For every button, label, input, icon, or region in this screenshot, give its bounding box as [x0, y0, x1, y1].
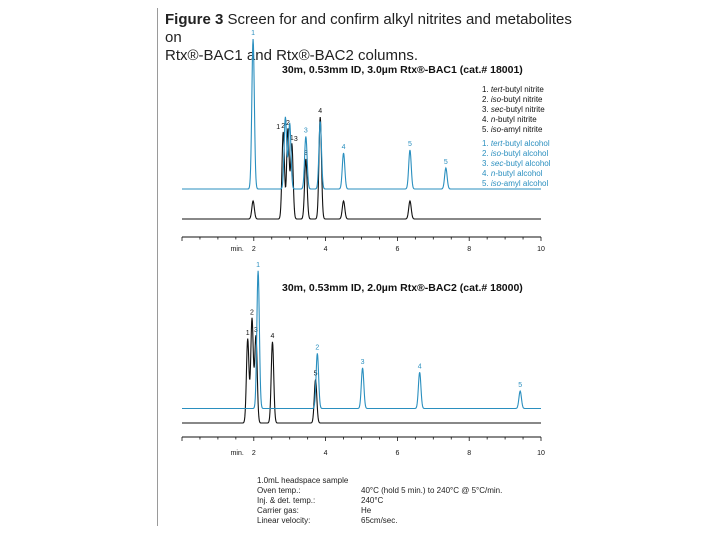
peak-label: 2	[281, 123, 286, 130]
condition-value: 240°C	[361, 496, 384, 505]
legend-num: 4.	[482, 115, 491, 124]
peak-label: 1	[289, 135, 294, 142]
legend-num: 4.	[482, 169, 491, 178]
nitrite-trace	[182, 318, 541, 423]
legend-num: 5.	[482, 179, 491, 188]
legend-name: -butyl alcohol	[503, 159, 551, 168]
legend-prefix: tert	[490, 85, 503, 94]
peak-label: 5	[313, 370, 318, 378]
sample-note: 1.0mL headspace sample	[257, 476, 349, 485]
condition-key: Inj. & det. temp.:	[257, 496, 316, 505]
legend-num: 1.	[482, 139, 491, 148]
legend-num: 5.	[482, 125, 491, 134]
legend-prefix: sec	[490, 159, 504, 168]
peak-label: 1	[256, 261, 261, 269]
alcohol-trace	[182, 271, 541, 409]
condition-value: 40°C (hold 5 min.) to 240°C @ 5°C/min.	[361, 486, 503, 495]
alcohol-trace	[182, 39, 544, 189]
legend-name: -butyl nitrite	[503, 105, 545, 114]
peak-label: 2	[250, 309, 254, 317]
x-tick-label: 4	[323, 450, 328, 457]
legend-prefix: iso	[490, 149, 502, 158]
x-tick-label: 4	[323, 246, 328, 253]
legend-name: -butyl alcohol	[495, 169, 543, 178]
legend-prefix: iso	[490, 95, 502, 104]
condition-row	[257, 516, 502, 526]
figure-label: Figure 3	[165, 11, 224, 28]
legend-name: -amyl nitrite	[501, 125, 543, 134]
peak-label: 3	[303, 127, 308, 135]
x-tick-label: 10	[537, 246, 545, 253]
legend-prefix: iso	[490, 125, 502, 134]
run-conditions	[257, 476, 502, 526]
legend-name: -amyl alcohol	[501, 179, 549, 188]
x-tick-label: 2	[251, 450, 256, 457]
condition-row	[257, 496, 502, 506]
condition-key: Carrier gas:	[257, 506, 299, 515]
legend-prefix: iso	[490, 179, 502, 188]
peak-label: 1	[251, 30, 256, 37]
x-axis-label: min.	[230, 450, 244, 457]
condition-key: Oven temp.:	[257, 486, 301, 495]
legend-prefix: sec	[490, 105, 504, 114]
x-axis-label: min.	[230, 246, 244, 253]
peak-label: 4	[417, 363, 422, 371]
nitrite-trace	[182, 117, 541, 219]
legend-name: -butyl nitrite	[502, 85, 544, 94]
peak-label: 3	[303, 150, 308, 157]
legend-num: 2.	[482, 149, 491, 158]
peak-label: 2	[315, 344, 320, 352]
legend-prefix: n	[490, 115, 496, 124]
peak-label: 5	[443, 159, 448, 166]
condition-row	[257, 506, 502, 516]
x-tick-label: 8	[467, 246, 472, 253]
legend-num: 1.	[482, 85, 491, 94]
peak-label: 1	[245, 329, 250, 337]
legend-prefix: n	[490, 169, 496, 178]
peak-label: 3	[293, 136, 298, 143]
caption-line-1: Screen for and confirm alkyl nitrites and metabolites on	[165, 11, 572, 46]
peak-label: 1	[276, 124, 281, 131]
chromatogram-bac2	[182, 262, 545, 457]
legend-num: 2.	[482, 95, 491, 104]
legend-name: -butyl alcohol	[502, 139, 550, 148]
peak-label: 5	[408, 141, 412, 148]
panel2-title: 30m, 0.53mm ID, 2.0µm Rtx®-BAC2 (cat.# 18000)	[282, 282, 523, 294]
peak-label: 5	[518, 382, 523, 390]
caption-line-2: Rtx®-BAC1 and Rtx®-BAC2 columns.	[165, 47, 419, 64]
legend-name: -butyl alcohol	[501, 149, 549, 158]
x-tick-label: 6	[395, 246, 400, 253]
peak-label: 2	[285, 120, 290, 127]
peak-label: 4	[318, 108, 323, 115]
condition-value: He	[361, 506, 372, 515]
legend-name: -butyl nitrite	[495, 115, 537, 124]
x-tick-label: 2	[251, 246, 256, 253]
legend-num: 3.	[482, 105, 491, 114]
x-tick-label: 8	[467, 450, 472, 457]
peak-label: 4	[270, 332, 275, 340]
condition-row	[257, 486, 502, 496]
peak-label: 3	[360, 358, 365, 366]
condition-key: Linear velocity:	[257, 516, 311, 525]
x-tick-label: 6	[395, 450, 400, 457]
chromatogram-bac1	[182, 30, 545, 253]
peak-label: 3	[254, 327, 258, 334]
legend-name: -butyl nitrite	[501, 95, 543, 104]
legend-num: 3.	[482, 159, 491, 168]
peak-label: 4	[341, 144, 346, 151]
condition-value: 65cm/sec.	[361, 516, 398, 525]
panel1-title: 30m, 0.53mm ID, 3.0µm Rtx®-BAC1 (cat.# 18001)	[282, 64, 523, 76]
legend-prefix: tert	[490, 139, 503, 148]
x-tick-label: 10	[537, 450, 545, 457]
